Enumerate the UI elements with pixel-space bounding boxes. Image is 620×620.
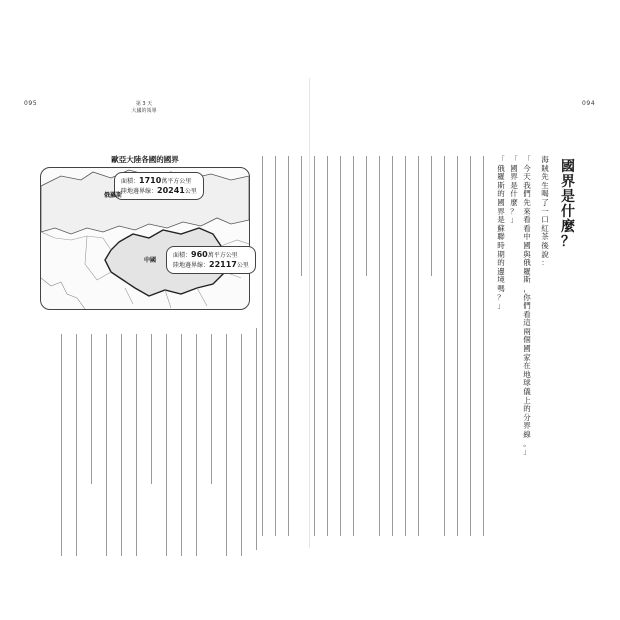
body-line-char: 」 [523, 447, 531, 457]
text-column-rule [61, 334, 62, 556]
china-area-value: 960 [191, 250, 208, 259]
body-line-char: 儀 [523, 387, 531, 397]
body-line [496, 156, 506, 311]
text-column-rule [275, 156, 276, 536]
body-line-char: 今 [523, 163, 531, 173]
first-line-char: 了 [541, 197, 549, 207]
body-line-char: 與 [523, 249, 531, 259]
text-column-rule [405, 156, 406, 536]
body-line-char: 界 [523, 421, 531, 431]
body-line-char: 們 [523, 189, 531, 199]
body-line-char: 國 [497, 197, 505, 207]
china-label: 中國 [144, 257, 157, 264]
body-line-char: 俄 [523, 258, 531, 268]
body-line-char: 界 [510, 172, 518, 182]
text-column-rule [470, 156, 471, 536]
text-column-rule [181, 334, 182, 556]
russia-area-unit: 萬平方公里 [161, 178, 192, 185]
body-line-char: 「 [523, 155, 531, 164]
body-line [509, 156, 519, 225]
china-border-unit: 公里 [236, 262, 249, 269]
body-line-char: 時 [497, 240, 505, 250]
text-column-rule [256, 328, 257, 550]
body-line-char: 什 [510, 189, 518, 199]
text-column-rule [392, 156, 393, 536]
text-column-rule [196, 334, 197, 556]
body-line-char: 看 [523, 223, 531, 233]
body-line-char: 斯 [497, 180, 505, 190]
china-border-value: 22117 [209, 260, 237, 269]
china-area-unit: 萬平方公里 [207, 252, 238, 259]
body-line-char: 嗎 [497, 283, 505, 293]
first-line-char: 後 [541, 240, 549, 250]
body-line-char: ？ [497, 292, 505, 302]
map-figure [40, 154, 250, 310]
china-stats-callout [166, 246, 256, 274]
chapter-title-char: ？ [561, 234, 575, 250]
text-column-rule [418, 156, 419, 536]
text-column-rule [444, 156, 445, 536]
chapter-title-char: 是 [561, 189, 575, 205]
text-column-rule [288, 156, 289, 536]
russia-border-value: 20241 [157, 186, 185, 195]
text-column-rule [76, 334, 77, 556]
russia-border-unit: 公里 [184, 188, 197, 195]
body-line-char: 羅 [523, 266, 531, 276]
text-column-rule [262, 156, 263, 536]
chapter-title-char: 麼 [561, 219, 575, 235]
body-line-char: 聯 [497, 232, 505, 242]
body-line-char: 看 [523, 215, 531, 225]
body-line [522, 156, 532, 457]
body-line-char: 」 [510, 215, 518, 225]
text-column-rule [166, 334, 167, 556]
russia-border-prefix: 陸地邊界線： [121, 188, 158, 195]
text-column-rule [314, 156, 315, 536]
body-line-char: 看 [523, 309, 531, 319]
body-line-char: 中 [523, 232, 531, 242]
text-column-rule [241, 334, 242, 556]
body-line-char: 期 [497, 249, 505, 259]
running-head [124, 101, 164, 115]
text-column-rule [353, 156, 354, 536]
body-line-char: 國 [523, 240, 531, 250]
body-line-char: 界 [497, 206, 505, 216]
body-line-char: 在 [523, 361, 531, 371]
first-line-char: 生 [541, 180, 549, 190]
text-column-rule [136, 334, 137, 556]
first-line-char: ： [541, 258, 549, 268]
body-line-char: 羅 [497, 172, 505, 182]
left-page-number: 095 [24, 100, 38, 107]
body-line-char: 是 [510, 180, 518, 190]
first-line-char: 一 [541, 206, 549, 216]
body-line-char: 線 [523, 430, 531, 439]
body-line-char: 來 [523, 206, 531, 216]
first-line-char: 賊 [541, 163, 549, 173]
right-page-number: 094 [582, 100, 596, 107]
running-head-subtitle: 大國的領導 [131, 108, 157, 114]
body-line-char: 斯 [523, 275, 531, 285]
first-line-char: 先 [541, 172, 549, 182]
body-line-char: 「 [510, 155, 518, 164]
russia-stats-callout [114, 172, 204, 200]
body-line-char: 球 [523, 378, 531, 388]
body-line-char: 上 [523, 395, 531, 405]
running-head-chapter: 第 3 天 [135, 101, 153, 107]
first-line-char: 茶 [541, 232, 549, 242]
body-line-char: 這 [523, 318, 531, 328]
body-line-char: 我 [523, 180, 531, 190]
body-line-char: 分 [523, 412, 531, 422]
text-column-rule [106, 334, 107, 556]
body-line-char: 的 [497, 258, 505, 268]
body-line-char: 兩 [523, 326, 531, 336]
chapter-title-char: 什 [561, 204, 575, 220]
body-line-char: 是 [497, 215, 505, 225]
body-line-char: 地 [523, 369, 531, 379]
body-line-char: 國 [510, 163, 518, 173]
body-line-char: 你 [523, 292, 531, 302]
first-line-char: 喝 [541, 189, 549, 199]
text-column-rule [226, 334, 227, 556]
body-line-char: ？ [510, 206, 518, 216]
page-gutter [309, 78, 310, 548]
body-line-char: 蘇 [497, 223, 505, 233]
first-line-char: 海 [541, 155, 549, 164]
body-line-char: 麼 [510, 197, 518, 207]
body-line-char: 「 [497, 155, 505, 164]
chapter-title-char: 國 [561, 159, 575, 175]
body-line-char: 俄 [497, 163, 505, 173]
body-line-char: 。 [523, 438, 531, 448]
text-column-rule [151, 334, 152, 484]
text-column-rule [431, 156, 432, 276]
first-body-line [540, 156, 550, 268]
text-column-rule [91, 334, 92, 484]
body-line-char: 家 [523, 352, 531, 362]
body-line-char: 的 [523, 404, 531, 414]
body-line-char: 的 [497, 189, 505, 199]
text-column-rule [366, 156, 367, 276]
body-line-char: ， [523, 283, 531, 293]
body-line-char: 邊 [497, 266, 505, 276]
map-title: 歐亞大陸各國的國界 [111, 155, 179, 164]
text-column-rule [301, 156, 302, 276]
china-border-prefix: 陸地邊界線： [173, 262, 210, 269]
chapter-title [561, 160, 575, 250]
first-line-char: 口 [541, 215, 549, 225]
text-column-rule [211, 334, 212, 484]
russia-area-prefix: 面積： [121, 178, 140, 185]
first-line-char: 說 [541, 249, 549, 259]
china-area-prefix: 面積： [173, 252, 192, 259]
text-column-rule [121, 334, 122, 556]
body-line-char: 境 [497, 275, 505, 285]
body-line-char: 個 [523, 335, 531, 345]
body-line-char: 天 [523, 172, 531, 182]
text-column-rule [340, 156, 341, 536]
text-column-rule [457, 156, 458, 536]
russia-label: 俄羅斯 [104, 192, 123, 199]
text-column-rule [327, 156, 328, 536]
body-line-char: 國 [523, 344, 531, 354]
chapter-title-char: 界 [561, 174, 575, 190]
body-line-char: 先 [523, 197, 531, 207]
russia-area-value: 1710 [139, 176, 162, 185]
body-line-char: 們 [523, 301, 531, 311]
text-column-rule [379, 156, 380, 536]
body-line-char: 」 [497, 301, 505, 311]
first-line-char: 紅 [541, 223, 549, 233]
text-column-rule [483, 156, 484, 536]
